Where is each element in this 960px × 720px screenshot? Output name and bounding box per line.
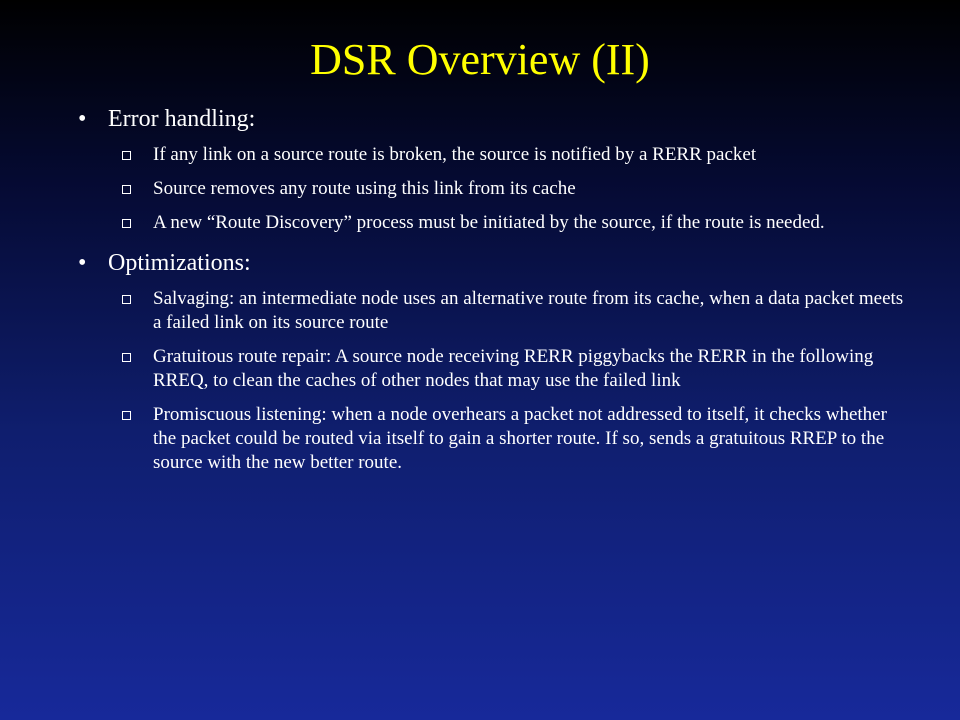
sub-bullet-text: A new “Route Discovery” process must be initiated by the source, if the route is needed. [153,212,825,233]
sub-bullet-text: If any link on a source route is broken, the source is notified by a RERR packet [153,144,757,165]
section-error-handling [78,101,908,235]
square-bullet-icon [78,143,153,167]
square-bullet-icon [78,345,153,369]
sub-bullet-item [78,211,908,235]
square-bullet-icon [78,177,153,201]
slide-title: DSR Overview (II) [310,35,650,84]
bullet-dot-icon: • [78,250,87,276]
sub-bullet-list [78,143,908,235]
square-bullet-icon [78,287,153,311]
section-optimizations [78,245,908,475]
square-bullet-icon [78,211,153,235]
main-bullet [78,101,908,137]
square-bullet-icon [78,403,153,427]
sub-bullet-item [78,403,908,475]
slide-content [78,101,908,485]
sub-bullet-item [78,177,908,201]
sub-bullet-text: Salvaging: an intermediate node uses an alternative route from its cache, when a data packet meets a failed link on its source route [153,288,904,333]
main-bullet [78,245,908,281]
sub-bullet-item [78,143,908,167]
sub-bullet-list [78,287,908,475]
sub-bullet-item [78,345,908,393]
bullet-dot-icon: • [78,106,87,132]
sub-bullet-text: Gratuitous route repair: A source node receiving RERR piggybacks the RERR in the following RREQ, to clean the caches of other nodes that may use the failed link [153,346,874,391]
sub-bullet-item [78,287,908,335]
section-heading: Optimizations: [108,250,251,276]
section-heading: Error handling: [108,106,256,132]
sub-bullet-text: Promiscuous listening: when a node overhears a packet not addressed to itself, it checks whether the packet could be routed via itself to gain a shorter route. If so, sends a gratuitous RREP to the source with the new better route. [153,404,887,473]
sub-bullet-text: Source removes any route using this link from its cache [153,178,576,199]
